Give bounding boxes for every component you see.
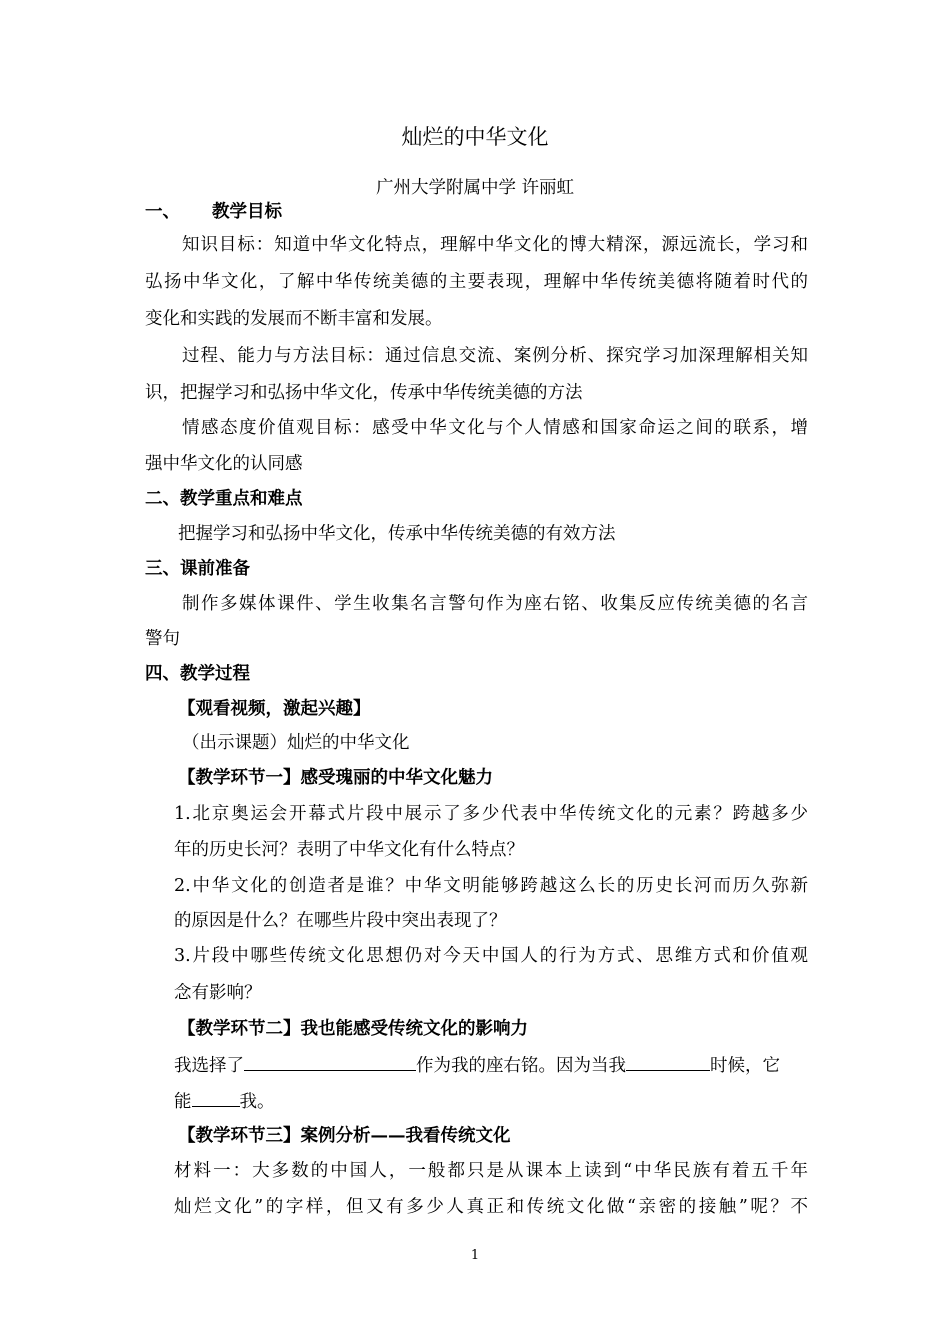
when-blank[interactable] (626, 1052, 710, 1071)
knowledge-goal-line-2: 弘扬中华文化，了解中华传统美德的主要表现，理解中华传统美德将随着时代的 (145, 272, 808, 292)
subsection-video: 【观看视频，激起兴趣】 (178, 699, 371, 719)
fill-blank-line-1 (174, 1052, 780, 1078)
page-number: 1 (470, 1248, 480, 1263)
material-1-line-2: 灿烂文化”的字样，但又有多少人真正和传统文化做“亲密的接触”呢？不 (174, 1197, 808, 1217)
material-1-line-1: 材料一：大多数的中国人，一般都只是从课本上读到“中华民族有着五千年 (174, 1161, 808, 1181)
fill-text-a: 我选择了 (174, 1056, 244, 1076)
effect-blank[interactable] (192, 1088, 240, 1107)
fill-text-c: 时候，它 (710, 1056, 780, 1076)
section-3-line-1: 制作多媒体课件、学生收集名言警句作为座右铭、收集反应传统美德的名言 (182, 594, 808, 614)
question-1-line-2: 年的历史长河？表明了中华文化有什么特点？ (174, 840, 524, 860)
motto-blank[interactable] (244, 1052, 416, 1071)
question-2-line-1: 2.中华文化的创造者是谁？中华文明能够跨越这么长的历史长河而历久弥新 (174, 876, 808, 896)
subsection-step-1: 【教学环节一】感受瑰丽的中华文化魅力 (178, 768, 493, 788)
show-title-line: （出示课题）灿烂的中华文化 (182, 733, 410, 753)
subsection-step-2: 【教学环节二】我也能感受传统文化的影响力 (178, 1019, 528, 1039)
section-4-heading: 四、教学过程 (145, 664, 250, 684)
section-2-text: 把握学习和弘扬中华文化，传承中华传统美德的有效方法 (178, 524, 616, 544)
author-line: 广州大学附属中学 许丽虹 (375, 178, 575, 198)
section-3-line-2: 警句 (145, 629, 180, 649)
emotion-goal-line-1: 情感态度价值观目标：感受中华文化与个人情感和国家命运之间的联系，增 (182, 418, 808, 438)
fill-text-d: 能 (174, 1092, 192, 1112)
question-2-line-2: 的原因是什么？在哪些片段中突出表现了？ (174, 911, 507, 931)
question-1-line-1: 1.北京奥运会开幕式片段中展示了多少代表中华传统文化的元素？跨越多少 (174, 804, 808, 824)
section-1-number: 一、 (145, 202, 180, 222)
section-1-heading: 教学目标 (212, 202, 282, 222)
subsection-step-3: 【教学环节三】案例分析——我看传统文化 (178, 1126, 511, 1146)
emotion-goal-line-2: 强中华文化的认同感 (145, 454, 303, 474)
question-3-line-2: 念有影响？ (174, 983, 262, 1003)
fill-text-b: 作为我的座右铭。因为当我 (416, 1056, 626, 1076)
knowledge-goal-line-3: 变化和实践的发展而不断丰富和发展。 (145, 309, 443, 329)
document-title: 灿烂的中华文化 (401, 125, 549, 149)
section-3-heading: 三、课前准备 (145, 559, 250, 579)
question-3-line-1: 3.片段中哪些传统文化思想仍对今天中国人的行为方式、思维方式和价值观 (174, 946, 808, 966)
fill-blank-line-2 (174, 1088, 275, 1114)
section-2-heading: 二、教学重点和难点 (145, 489, 303, 509)
process-goal-line-2: 识，把握学习和弘扬中华文化，传承中华传统美德的方法 (145, 383, 583, 403)
process-goal-line-1: 过程、能力与方法目标：通过信息交流、案例分析、探究学习加深理解相关知 (182, 346, 808, 366)
knowledge-goal-line-1: 知识目标：知道中华文化特点，理解中华文化的博大精深，源远流长，学习和 (182, 235, 808, 255)
fill-text-e: 我。 (239, 1092, 275, 1112)
